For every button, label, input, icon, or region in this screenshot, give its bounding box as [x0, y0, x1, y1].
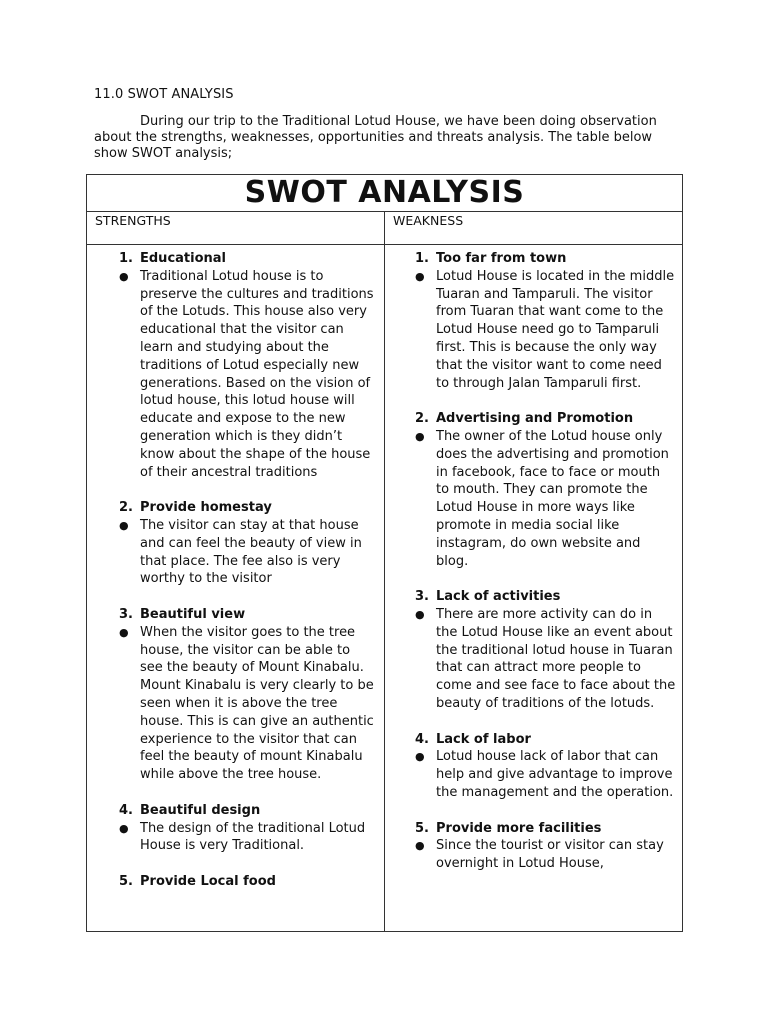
weakness-item — [415, 731, 676, 802]
bullet-icon: ● — [119, 821, 129, 835]
weakness-item — [415, 410, 676, 570]
item-title: Provide homestay — [140, 500, 272, 516]
weakness-item — [415, 588, 676, 713]
weakness-item — [415, 820, 676, 873]
strength-item — [119, 499, 376, 588]
strength-item — [119, 606, 376, 784]
bullet-icon: ● — [119, 269, 129, 283]
item-number: 4. — [415, 731, 429, 747]
item-title: Lack of activities — [436, 589, 561, 605]
strength-item — [119, 873, 376, 891]
item-text: There are more activity can do in the Lotud House like an event about the traditional lotud house in Tuaran that can attract more people to come and see face to face about the beauty of traditions of the lotuds. — [436, 606, 676, 711]
bullet-icon: ● — [415, 750, 425, 764]
item-title: Beautiful view — [140, 606, 246, 622]
item-text: When the visitor goes to the tree house, the visitor can be able to see the beauty of Mount Kinabalu. Mount Kinabalu is very clearly to be seen when it is above the tree house. This is can give an authentic experience to the visitor that can feel the beauty of mount Kinabalu while above the tree house. — [140, 624, 374, 783]
strength-item — [119, 802, 376, 855]
item-title: Beautiful design — [140, 802, 261, 818]
swot-table — [86, 174, 683, 932]
item-number: 5. — [119, 873, 133, 889]
item-number: 5. — [415, 820, 429, 836]
bullet-icon: ● — [415, 429, 425, 443]
item-text: The visitor can stay at that house and can feel the beauty of view in that place. The fee also is very worthy to the visitor — [140, 517, 362, 587]
section-heading: 11.0 SWOT ANALYSIS — [94, 87, 234, 102]
weakness-item — [415, 250, 676, 392]
strengths-column — [87, 245, 385, 932]
table-body-row — [87, 245, 682, 932]
item-text: Lotud House is located in the middle Tuaran and Tamparuli. The visitor from Tuaran that want come to the Lotud House need go to Tamparuli first. This is because the only way that the visitor want to come need to through Jalan Tamparuli first. — [436, 268, 675, 391]
weakness-column — [385, 245, 682, 932]
table-title: SWOT ANALYSIS — [87, 175, 682, 212]
item-text: Since the tourist or visitor can stay overnight in Lotud House, — [436, 838, 664, 872]
bullet-icon: ● — [415, 839, 425, 853]
column-header-row — [87, 212, 682, 245]
bullet-icon: ● — [415, 269, 425, 283]
bullet-icon: ● — [119, 625, 129, 639]
item-number: 2. — [415, 411, 429, 427]
item-title: Provide more facilities — [436, 820, 602, 836]
item-number: 3. — [415, 589, 429, 605]
item-text: The design of the traditional Lotud House is very Traditional. — [140, 820, 366, 854]
item-text: Lotud house lack of labor that can help and give advantage to improve the management and the operation. — [436, 749, 674, 800]
bullet-icon: ● — [415, 607, 425, 621]
item-number: 3. — [119, 606, 133, 622]
item-number: 1. — [119, 251, 133, 266]
item-title: Educational — [140, 251, 227, 266]
item-title: Provide Local food — [140, 873, 276, 889]
item-title: Advertising and Promotion — [436, 411, 634, 427]
intro-paragraph: During our trip to the Traditional Lotud House, we have been doing observation about the strengths, weaknesses, opportunities and threats analysis. The table below show SWOT analysis; — [94, 114, 657, 161]
strength-item — [119, 250, 376, 481]
bullet-icon: ● — [119, 518, 129, 532]
strengths-header: STRENGTHS — [87, 212, 385, 244]
item-number: 1. — [415, 251, 429, 266]
item-number: 2. — [119, 500, 133, 516]
item-number: 4. — [119, 802, 133, 818]
item-title: Lack of labor — [436, 731, 531, 747]
item-title: Too far from town — [436, 251, 567, 266]
item-text: The owner of the Lotud house only does the advertising and promotion in facebook, face to face or mouth to mouth. They can promote the Lotud House in more ways like promote in media social like instagram, do own website and blog. — [436, 428, 669, 569]
weakness-header: WEAKNESS — [393, 213, 464, 228]
item-text: Traditional Lotud house is to preserve the cultures and traditions of the Lotuds. This house also very educational that the visitor can learn and studying about the traditions of Lotud especially new generations. Based on the vision of lotud house, this lotud house will educate and expose to the new generation which is they didn’t know about the shape of the house of their ancestral traditions — [140, 268, 374, 480]
